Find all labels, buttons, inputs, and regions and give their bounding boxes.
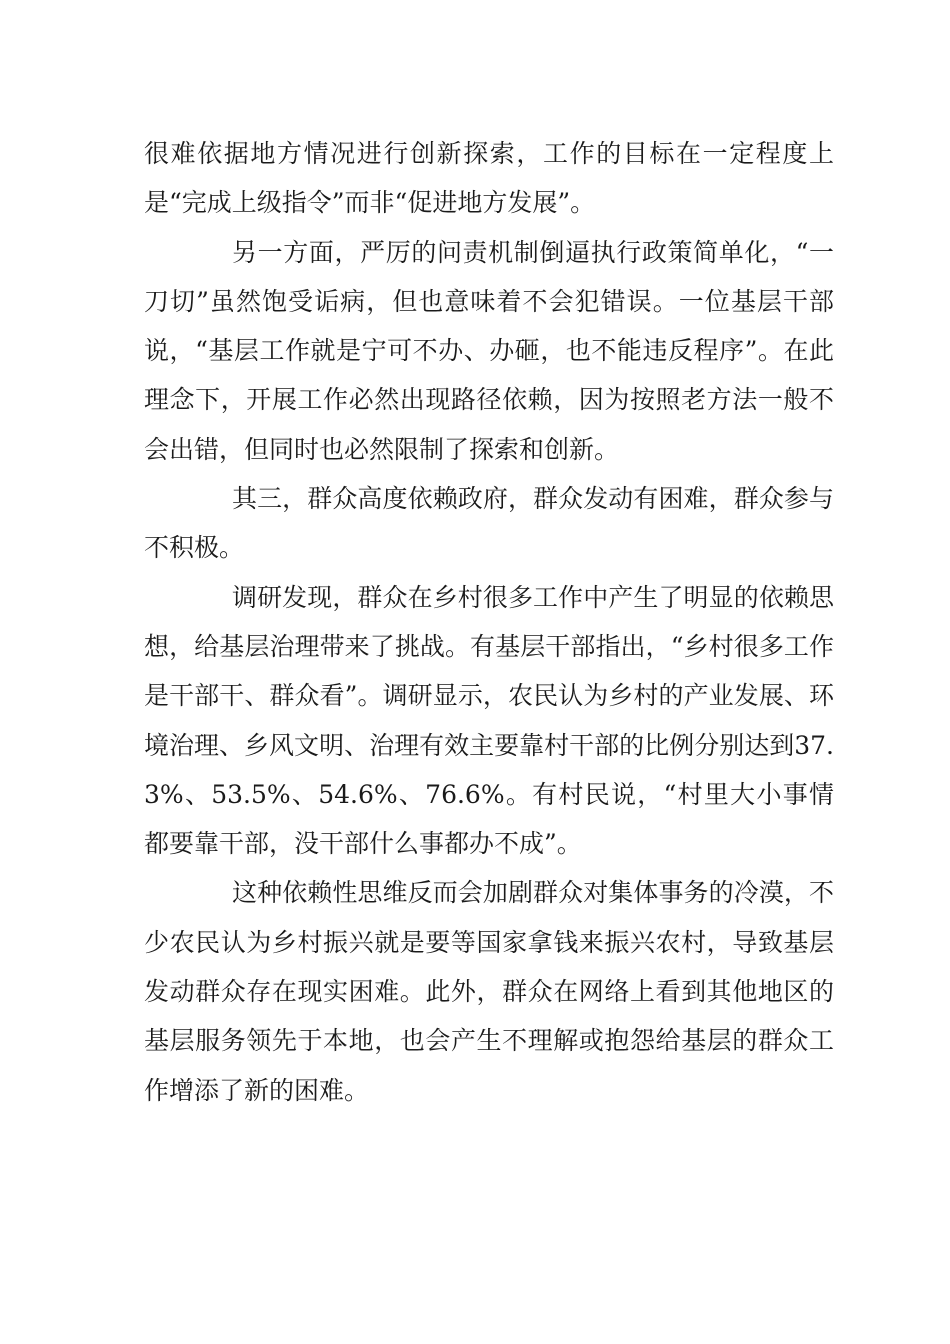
document-body (144, 129, 834, 1115)
paragraph-1: 很难依据地方情况进行创新探索，工作的目标在一定程度上是“完成上级指令”而非“促进地方发展”。 (144, 139, 834, 218)
paragraph-5: 这种依赖性思维反而会加剧群众对集体事务的冷漠，不少农民认为乡村振兴就是要等国家拿钱来振兴农村，导致基层发动群众存在现实困难。此外，群众在网络上看到其他地区的基层服务领先于本地，也会产生不理解或抱怨给基层的群众工作增添了新的困难。 (144, 878, 834, 1105)
paragraph-2: 另一方面，严厉的问责机制倒逼执行政策简单化，“一刀切”虽然饱受诟病，但也意味着不会犯错误。一位基层干部说，“基层工作就是宁可不办、办砸，也不能违反程序”。在此理念下，开展工作必然出现路径依赖，因为按照老方法一般不会出错，但同时也必然限制了探索和创新。 (144, 237, 834, 464)
paragraph-4: 调研发现，群众在乡村很多工作中产生了明显的依赖思想，给基层治理带来了挑战。有基层干部指出，“乡村很多工作是干部干、群众看”。调研显示，农民认为乡村的产业发展、环境治理、乡风文明、治理有效主要靠村干部的比例分别达到37.3%、53.5%、54.6%、76.6%。有村民说，“村里大小事情都要靠干部，没干部什么事都办不成”。 (144, 582, 834, 859)
paragraph-3: 其三，群众高度依赖政府，群众发动有困难，群众参与不积极。 (144, 484, 834, 563)
